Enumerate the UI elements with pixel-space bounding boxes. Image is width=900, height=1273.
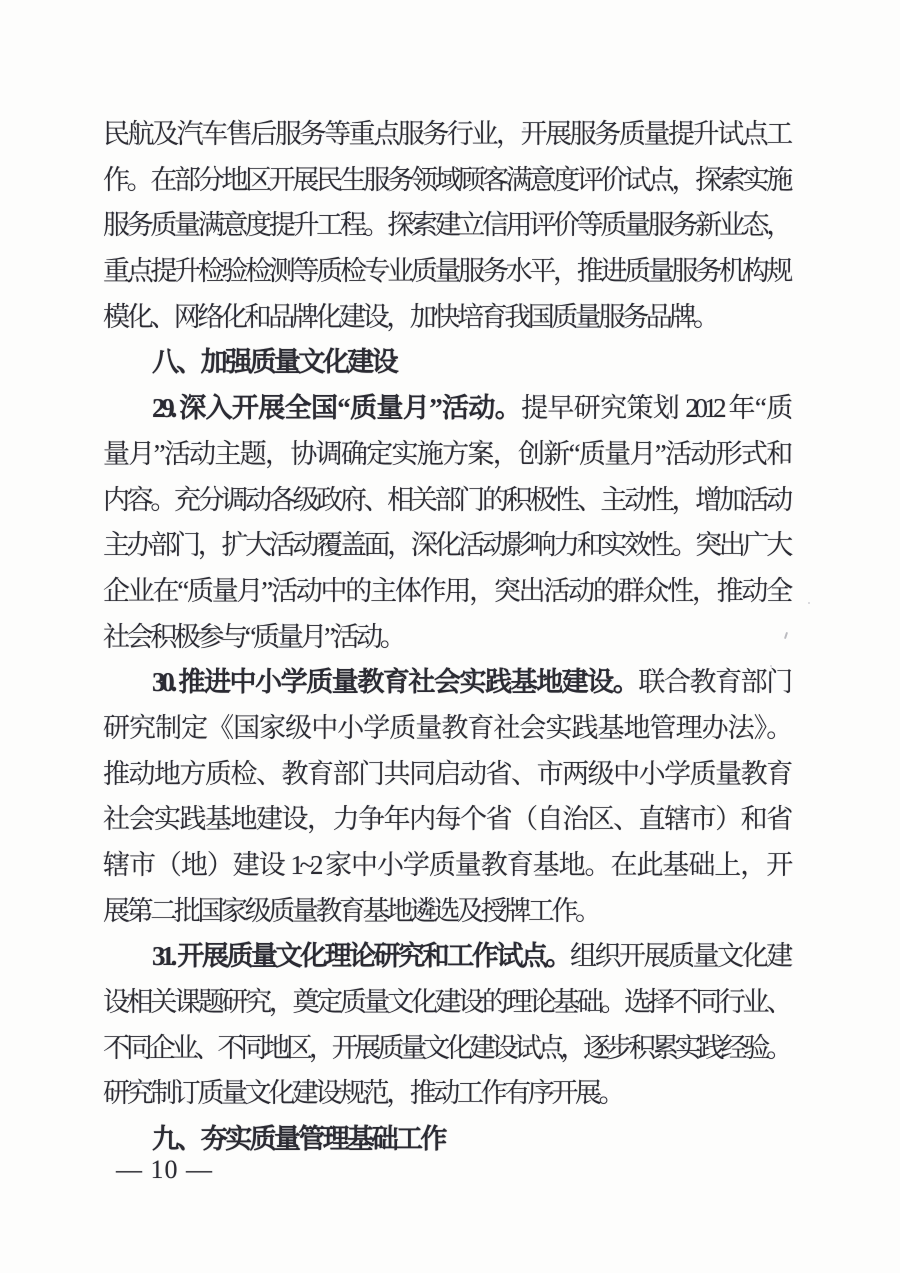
- text-segment: 展第二批国家级质量教育基地遴选及授牌工作。: [103, 895, 599, 926]
- text-line: [103, 386, 789, 432]
- text-segment: 研究制定《国家级中小学质量教育社会实践基地管理办法》。: [103, 712, 789, 743]
- text-line: [103, 889, 789, 935]
- bold-text-segment: 31. 开展质量文化理论研究和工作试点。: [152, 941, 570, 972]
- text-segment: 重点提升检验检测等质检专业质量服务水平，推进质量服务机构规: [103, 256, 789, 287]
- text-line: [103, 1071, 789, 1117]
- text-segment: 民航及汽车售后服务等重点服务行业，开展服务质量提升试点工: [103, 119, 789, 149]
- text-segment: 社会实践基地建设，力争年内每个省（自治区、直辖市）和省: [103, 804, 789, 835]
- text-line: [103, 615, 789, 661]
- text-line: [103, 660, 789, 706]
- text-line: [103, 203, 789, 249]
- text-line: [103, 569, 789, 615]
- text-line: [103, 1026, 789, 1072]
- bold-text-segment: 30. 推进中小学质量教育社会实践基地建设。: [152, 667, 639, 698]
- text-segment: 推动地方质检、教育部门共同启动省、市两级中小学质量教育: [103, 758, 789, 789]
- text-segment: 内容。充分调动各级政府、相关部门的积极性、主动性，增加活动: [103, 484, 789, 515]
- text-segment: 设相关课题研究，奠定质量文化建设的理论基础。选择不同行业、: [103, 987, 789, 1018]
- text-segment: 企业在“质量月”活动中的主体作用，突出活动的群众性，推动全: [103, 575, 789, 606]
- page-number: — 10 —: [116, 1155, 213, 1184]
- text-segment: 组织开展质量文化建: [569, 941, 790, 972]
- text-segment: 社会积极参与“质量月”活动。: [103, 621, 404, 652]
- page-footer: [116, 1148, 213, 1192]
- text-line: [103, 980, 789, 1026]
- text-line: [103, 523, 789, 569]
- bold-text-segment: 八、加强质量文化建设: [152, 347, 396, 378]
- text-segment: 联合教育部门: [638, 667, 789, 698]
- text-line: [103, 752, 789, 798]
- text-line: [103, 843, 789, 889]
- text-segment: 量月”活动主题，协调确定实施方案，创新“质量月”活动形式和: [103, 438, 789, 469]
- text-segment: 提早研究策划 2012 年“质: [521, 393, 790, 424]
- scan-speckle: [808, 602, 810, 604]
- text-segment: 不同企业、不同地区，开展质量文化建设试点，逐步积累实践经验。: [103, 1032, 789, 1063]
- text-segment: 模化、网络化和品牌化建设，加快培育我国质量服务品牌。: [103, 301, 717, 332]
- bold-text-segment: 九、夯实质量管理基础工作: [152, 1124, 445, 1155]
- bold-text-segment: 29. 深入开展全国“质量月”活动。: [152, 393, 522, 424]
- text-line: [103, 295, 789, 341]
- text-line: [103, 797, 789, 843]
- text-segment: 服务质量满意度提升工程。探索建立信用评价等质量服务新业态，: [103, 210, 789, 241]
- text-line: [103, 478, 789, 524]
- text-line: [103, 706, 789, 752]
- text-segment: 研究制订质量文化建设规范，推动工作有序开展。: [103, 1078, 623, 1109]
- text-line: [103, 432, 789, 478]
- text-line: [103, 934, 789, 980]
- scan-speckle: [523, 127, 526, 130]
- text-line: [103, 249, 789, 295]
- scan-speckle: [770, 665, 772, 667]
- text-segment: 辖市（地）建设 1~2 家中小学质量教育基地。在此基础上，开: [103, 850, 789, 880]
- document-body: [103, 112, 789, 1163]
- text-segment: 主办部门，扩大活动覆盖面，深化活动影响力和实效性。突出广大: [103, 530, 789, 561]
- text-line: [103, 112, 789, 158]
- text-line: [103, 158, 789, 204]
- text-segment: 作。在部分地区开展民生服务领域顾客满意度评价试点，探索实施: [103, 164, 789, 195]
- section-heading: [103, 340, 789, 386]
